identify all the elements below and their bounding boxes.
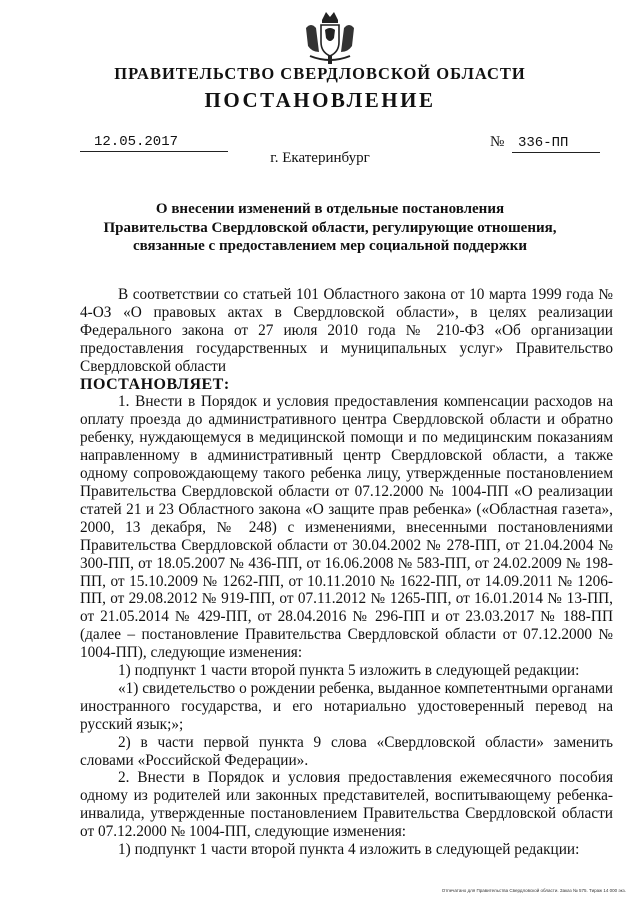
document-type: ПОСТАНОВЛЕНИЕ	[204, 88, 436, 112]
title-line: О внесении изменений в отдельные постановления	[155, 201, 505, 217]
paragraph-1: 1. Внести в Порядок и условия предоставления компенсации расходов на оплату проезда до административного центра Свердловской области и обратно ребенку, нуждающемуся в медицинской помощи и по медицинским показаниям направленному в административный центр Свердловской области, а также одному сопровождающему такого ребенка лицу, утвержденные постановлением Правительства Свердловской области от 07.12.2000 № 1004-ПП «О реализации статей 21 и 23 Областного закона «О защите прав ребенка» («Областная газета», 2000, 13 декабря, № 248) с изменениями, внесенными постановлениями Правительства Свердловской области от 30.04.2002 № 278-ПП, от 21.04.2004 № 300-ПП, от 18.05.2007 № 436-ПП, от 16.06.2008 № 583-ПП, от 24.02.2009 № 198-ПП, от 15.10.2009 № 1262-ПП, от 10.11.2010 № 1622-ПП, от 14.09.2011 № 1206-ПП, от 29.08.2012 № 919-ПП, от 07.11.2012 № 1265-ПП, от 16.01.2014 № 13-ПП, от 21.05.2014 № 429-ПП, от 28.04.2016 № 296-ПП и от 23.03.2017 № 188-ПП (далее – постановление Правительства Свердловской области от 07.12.2000 № 1004-ПП), следующие изменения:	[80, 393, 613, 662]
resolves-heading: ПОСТАНОВЛЯЕТ:	[80, 375, 230, 393]
paragraph-1-2: 2) в части первой пункта 9 слова «Свердловской области» заменить словами «Российской Федерации».	[80, 733, 613, 769]
paragraph-1-1-text: «1) свидетельство о рождении ребенка, выданное компетентными органами иностранного государства, и его нотариально удостоверенный перевод на русский язык;»;	[80, 679, 613, 733]
document-body	[80, 286, 613, 859]
document-date: 12.05.2017	[80, 134, 228, 152]
government-title: ПРАВИТЕЛЬСТВО СВЕРДЛОВСКОЙ ОБЛАСТИ	[114, 64, 526, 83]
paragraph-1-1: 1) подпункт 1 части второй пункта 5 изложить в следующей редакции:	[118, 662, 580, 680]
title-line: Правительства Свердловской области, регулирующие отношения,	[103, 219, 557, 236]
document-title	[100, 200, 560, 256]
city: г. Екатеринбург	[270, 150, 370, 166]
paragraph-2-1: 1) подпункт 1 части второй пункта 4 изложить в следующей редакции:	[118, 841, 580, 859]
document-number: 336-ПП	[512, 135, 600, 153]
number-sign: №	[490, 134, 505, 150]
coat-of-arms-emblem	[302, 6, 358, 66]
print-footer: Отпечатано для Правительства Свердловской области. Заказ № 575. Тираж 14 000 экз.	[441, 888, 626, 893]
paragraph-2: 2. Внести в Порядок и условия предоставления ежемесячного пособия одному из родителей или законных представителей, воспитывающему ребенка-инвалида, утвержденные постановлением Правительства Свердловской области от 07.12.2000 № 1004-ПП, следующие изменения:	[80, 769, 613, 841]
preamble-paragraph: В соответствии со статьей 101 Областного закона от 10 марта 1999 года № 4-ОЗ «О правовых актах в Свердловской области», в целях реализации Федерального закона от 27 июля 2010 года № 210-ФЗ «Об организации предоставления государственных и муниципальных услуг» Правительство Свердловской области	[80, 286, 613, 375]
title-line: связанные с предоставлением мер социальной поддержки	[132, 238, 528, 254]
